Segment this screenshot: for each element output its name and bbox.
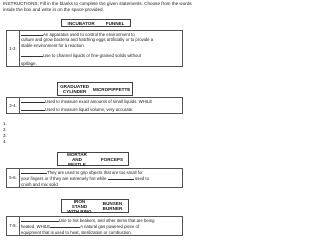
side-number-2: 2. bbox=[3, 127, 7, 132]
side-number-1: 1. bbox=[3, 121, 7, 126]
q6-text-1: used to bbox=[134, 176, 150, 182]
question-3-4 bbox=[6, 97, 183, 114]
word-mortar-and-pestle: MORTAR AND PESTLE bbox=[67, 151, 87, 167]
answer-blank-2[interactable] bbox=[21, 52, 43, 57]
question-number: 3-4. bbox=[7, 98, 20, 114]
q2-text-1: Use to channel liquids or fine-grained solids without bbox=[43, 52, 141, 58]
word-incubator: INCUBATOR bbox=[67, 20, 95, 26]
word-box-2 bbox=[57, 82, 133, 96]
q1-text-1: An apparatus used to control the environment to bbox=[43, 32, 135, 37]
q6-text-2: crush and mix solid bbox=[21, 181, 58, 187]
q8-text-1: A natural gas powered piece of bbox=[80, 224, 140, 230]
q7-text-2: heated. WHILE bbox=[21, 224, 51, 230]
question-7-8 bbox=[6, 216, 183, 236]
word-funnel: FUNNEL bbox=[105, 20, 125, 26]
question-number: 1-2. bbox=[7, 31, 20, 67]
word-iron-stand-with-ring: IRON STAND WITH RING bbox=[67, 198, 92, 214]
word-box-1 bbox=[61, 19, 131, 27]
side-number-4: 4. bbox=[3, 139, 7, 144]
q7-text-1: Use to hot beakers, and other items that are being bbox=[59, 218, 155, 223]
answer-blank-6[interactable] bbox=[108, 175, 134, 180]
word-micropippette: MICROPIPPETTE bbox=[92, 86, 131, 92]
instructions-text: INSTRUCTIONS: Fill in the blanks to complete the given statements. Choose from the words inside the box and write in on the space provided. bbox=[3, 1, 192, 12]
answer-blank-7[interactable] bbox=[21, 217, 59, 222]
q2-text-2: spillage. bbox=[21, 61, 37, 67]
word-graduated-cylinder: GRADUATED CYLINDER bbox=[60, 84, 90, 94]
q4-text: Used to measure liquid volume, very accurate. bbox=[45, 107, 134, 113]
question-number: 5-6. bbox=[7, 169, 20, 188]
q5-text-2: your fingers or if they are extremely hot while bbox=[21, 176, 107, 182]
q5-text-1: They are used to grip objects that are too small for bbox=[47, 170, 143, 175]
answer-blank-8[interactable] bbox=[50, 223, 80, 228]
answer-blank-1[interactable] bbox=[21, 31, 43, 36]
q1-text-3: stable environment for a reaction. bbox=[21, 42, 85, 48]
question-1-2 bbox=[6, 30, 183, 67]
answer-blank-4[interactable] bbox=[21, 106, 45, 111]
word-box-3 bbox=[57, 152, 129, 166]
side-number-3: 3. bbox=[3, 133, 7, 138]
answer-blank-5[interactable] bbox=[21, 169, 47, 174]
q1-text-2: culture and grow bacteria and hatching eggs artificially or to provide a bbox=[21, 37, 154, 43]
word-box-4 bbox=[61, 199, 129, 213]
answer-blank-3[interactable] bbox=[21, 98, 45, 103]
q8-text-2: equipment that is used to heat, sterilization or combustion. bbox=[21, 229, 132, 235]
q3-text: Used to measure exact amounts of small liquids. WHILE bbox=[45, 99, 153, 104]
question-number: 7-8. bbox=[7, 217, 20, 236]
word-forceps: FORCEPS bbox=[100, 156, 124, 162]
word-bunsen-burner: BUNSEN BURNER bbox=[102, 201, 123, 211]
question-5-6 bbox=[6, 168, 183, 188]
